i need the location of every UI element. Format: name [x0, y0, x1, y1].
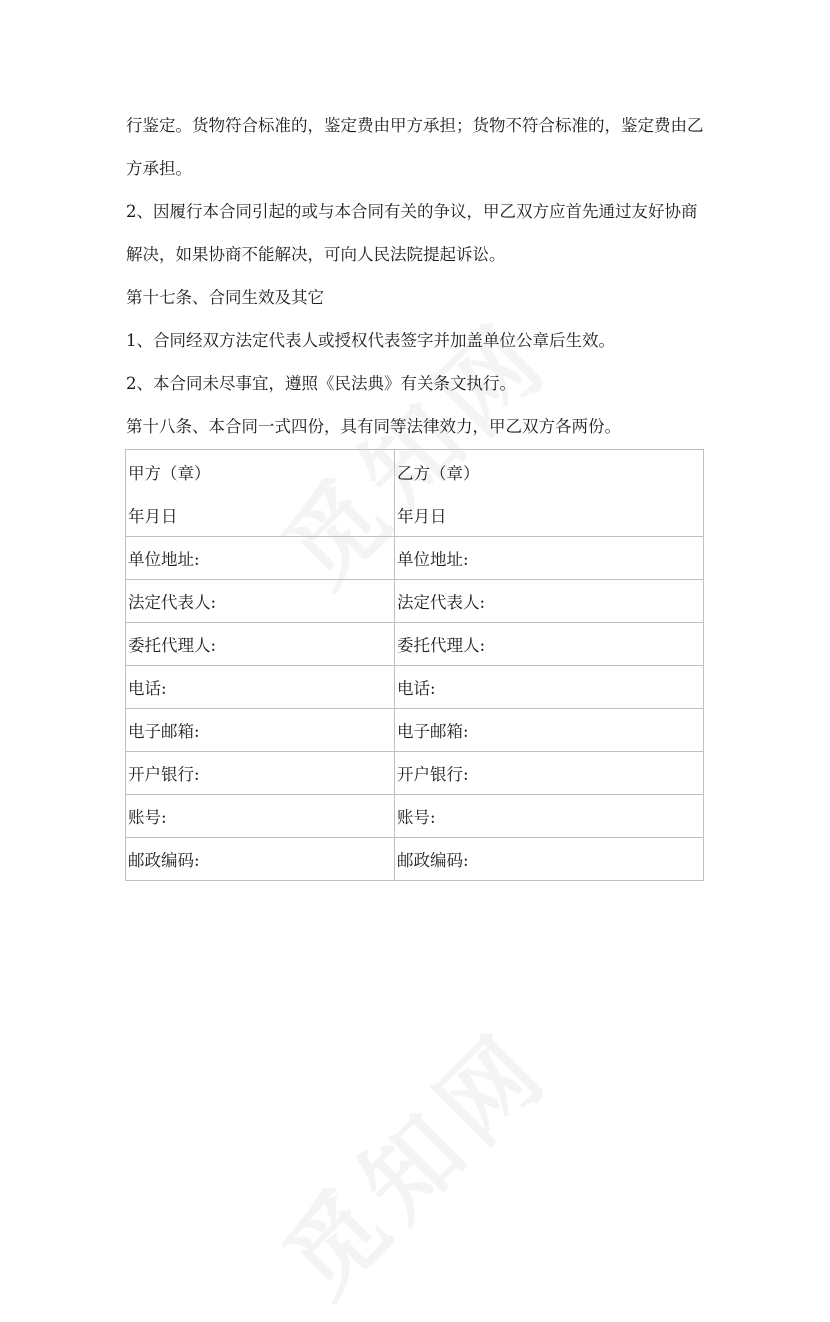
party-b-phone: 电话:: [395, 666, 704, 709]
table-row: [126, 838, 704, 881]
party-a-email: 电子邮箱:: [126, 709, 395, 752]
paragraph-inspection-fee-end: 方承担。: [126, 159, 192, 178]
party-b-bank: 开户银行:: [395, 752, 704, 795]
paragraph-dispute-resolution-end: 解决，如果协商不能解决，可向人民法院提起诉讼。: [126, 245, 506, 264]
party-a-agent: 委托代理人:: [126, 623, 395, 666]
party-b-legal-rep: 法定代表人:: [395, 580, 704, 623]
party-a-account: 账号:: [126, 795, 395, 838]
signature-table: [125, 449, 704, 881]
table-row: [126, 623, 704, 666]
party-b-address: 单位地址:: [395, 537, 704, 580]
table-row: [126, 795, 704, 838]
clause-effectiveness: 1、合同经双方法定代表人或授权代表签字并加盖单位公章后生效。: [126, 331, 615, 350]
watermark-bottom: [249, 996, 575, 1322]
party-b-seal: 乙方（章）: [395, 450, 704, 495]
party-b-date: 年月日: [395, 494, 704, 537]
contract-body: [126, 104, 706, 448]
table-row: [126, 666, 704, 709]
table-row: [126, 537, 704, 580]
clause-civil-code: 2、本合同未尽事宜，遵照《民法典》有关条文执行。: [126, 374, 516, 393]
paragraph-inspection-fee: 行鉴定。货物符合标准的，鉴定费由甲方承担；货物不符合标准的，鉴定费由乙: [126, 116, 704, 135]
table-row: [126, 709, 704, 752]
party-b-email: 电子邮箱:: [395, 709, 704, 752]
table-row-date: [126, 494, 704, 537]
paragraph-dispute-resolution: 2、因履行本合同引起的或与本合同有关的争议，甲乙双方应首先通过友好协商: [126, 202, 698, 221]
party-b-postcode: 邮政编码:: [395, 838, 704, 881]
party-a-date: 年月日: [126, 494, 395, 537]
article-17-heading: 第十七条、合同生效及其它: [126, 288, 324, 307]
party-a-seal: 甲方（章）: [126, 450, 395, 495]
article-18-copies: 第十八条、本合同一式四份，具有同等法律效力，甲乙双方各两份。: [126, 417, 621, 436]
party-a-postcode: 邮政编码:: [126, 838, 395, 881]
table-row: [126, 580, 704, 623]
party-a-phone: 电话:: [126, 666, 395, 709]
table-row-seal: [126, 450, 704, 495]
party-a-bank: 开户银行:: [126, 752, 395, 795]
party-a-address: 单位地址:: [126, 537, 395, 580]
party-b-agent: 委托代理人:: [395, 623, 704, 666]
party-b-account: 账号:: [395, 795, 704, 838]
party-a-legal-rep: 法定代表人:: [126, 580, 395, 623]
table-row: [126, 752, 704, 795]
